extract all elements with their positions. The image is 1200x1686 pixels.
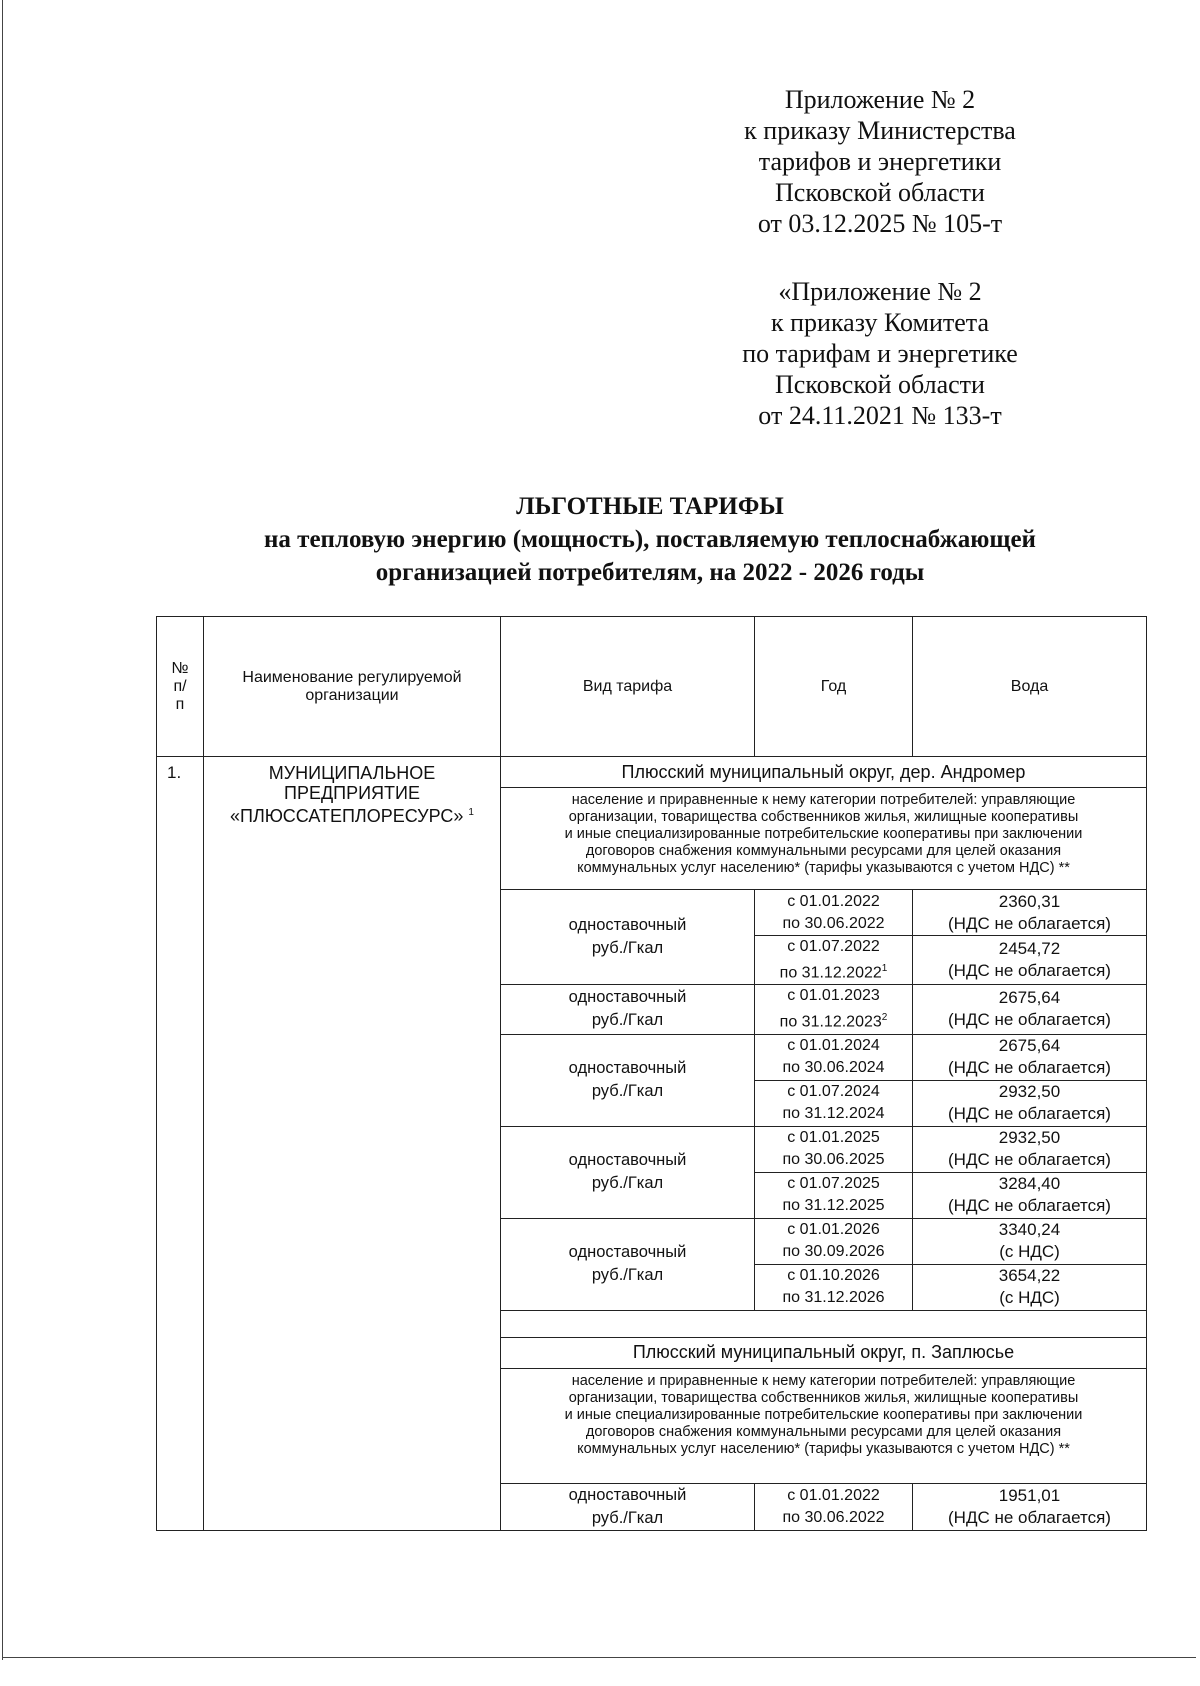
period-to-text: по 31.12.2022 [779, 964, 882, 982]
tariff-type-line: одноставочный [568, 1151, 687, 1170]
tariff-type-line: одноставочный [568, 916, 687, 935]
category-line: организации, товарищества собственников жилья, жилищные кооперативы [568, 809, 1079, 825]
tariff-type [501, 1218, 755, 1310]
value-number: 3284,40 [998, 1174, 1061, 1194]
value-vat: (НДС не облагается) [948, 1196, 1111, 1216]
value-vat: (НДС не облагается) [948, 913, 1111, 933]
tariff-type-line: одноставочный [568, 1485, 687, 1504]
tariff-value [913, 890, 1147, 936]
category-line: и иные специализированные потребительские кооперативы при заключении [564, 1406, 1083, 1423]
header-num-line: № [171, 659, 189, 677]
value-number: 2360,31 [998, 891, 1061, 911]
value-vat: (НДС не облагается) [948, 1010, 1111, 1030]
period-from: с 01.07.2024 [787, 1083, 880, 1101]
header-num [157, 617, 204, 757]
footnote-mark: 2 [881, 1012, 888, 1024]
category-line: и иные специализированные потребительские кооперативы при заключении [564, 826, 1083, 842]
tariff-type [501, 1034, 755, 1126]
footnote-mark: 1 [468, 807, 474, 818]
value-vat: (НДС не облагается) [948, 1104, 1111, 1124]
category-line: договоров снабжения коммунальными ресурсами для целей оказания [585, 843, 1062, 859]
tariff-type-line: одноставочный [568, 988, 687, 1007]
tariff-value [913, 1483, 1147, 1530]
value-vat: (НДС не облагается) [948, 1058, 1111, 1078]
org-line-text: «ПЛЮССАТЕПЛОРЕСУРС» [230, 806, 464, 826]
period-to [755, 1007, 912, 1033]
tariff-value [913, 985, 1147, 1034]
category-line: население и приравненные к нему категории потребителей: управляющие [571, 792, 1076, 808]
tariff-unit: руб./Гкал [591, 1266, 664, 1285]
period-to [755, 958, 912, 984]
value-vat: (с НДС) [999, 1242, 1060, 1262]
period [755, 890, 913, 936]
tariff-unit: руб./Гкал [591, 1174, 664, 1193]
header-tariff-type: Вид тарифа [501, 617, 755, 757]
period-from: с 01.01.2025 [787, 1129, 880, 1147]
tariff-type [501, 1126, 755, 1218]
tariff-type [501, 1483, 755, 1530]
appendix-line: к приказу Комитета [770, 308, 989, 337]
document-title [150, 490, 1150, 589]
period [755, 1264, 913, 1310]
value-number: 2675,64 [998, 1036, 1061, 1056]
tariff-value [913, 936, 1147, 985]
tariff-value [913, 1264, 1147, 1310]
period [755, 1080, 913, 1126]
period-to-text: по 31.12.2023 [779, 1013, 882, 1031]
page-edge-left [2, 0, 3, 1660]
value-vat: (НДС не облагается) [948, 1150, 1111, 1170]
period-to: по 30.06.2025 [782, 1151, 885, 1169]
value-number: 1951,01 [998, 1485, 1061, 1505]
org-line: МУНИЦИПАЛЬНОЕ [268, 763, 436, 783]
header-organization [204, 617, 501, 757]
footnote-mark: 1 [881, 963, 888, 974]
category-line: договоров снабжения коммунальными ресурсами для целей оказания [585, 1423, 1062, 1440]
category-line: организации, товарищества собственников жилья, жилищные кооперативы [568, 1389, 1079, 1406]
tariff-value [913, 1034, 1147, 1080]
consumer-category [501, 788, 1147, 890]
header-water: Вода [913, 617, 1147, 757]
period [755, 1172, 913, 1218]
header-org-line: организации [305, 686, 399, 704]
appendix-original [700, 276, 1060, 431]
organization-name [204, 757, 501, 1531]
row-number: 1. [157, 757, 204, 1531]
period [755, 985, 913, 1034]
tariff-type [501, 890, 755, 985]
header-year: Год [755, 617, 913, 757]
period [755, 1034, 913, 1080]
appendix-line: Псковской области [775, 178, 985, 207]
title-line: ЛЬГОТНЫЕ ТАРИФЫ [516, 493, 784, 520]
period-from: с 01.07.2022 [787, 938, 880, 955]
period-from: с 01.01.2022 [787, 892, 880, 910]
period [755, 1126, 913, 1172]
org-line: ПРЕДПРИЯТИЕ [284, 783, 420, 803]
value-number: 2932,50 [998, 1082, 1061, 1102]
tariffs-table [156, 616, 1147, 1531]
period-to: по 31.12.2026 [782, 1289, 885, 1307]
table-row [157, 757, 1147, 788]
appendix-line: к приказу Министерства [744, 116, 1016, 145]
header-org-line: Наименование регулируемой [242, 668, 462, 686]
header-num-line: п [175, 695, 185, 713]
period-to: по 31.12.2025 [782, 1197, 885, 1215]
value-number: 3654,22 [998, 1266, 1061, 1286]
period-from: с 01.10.2026 [787, 1267, 880, 1285]
value-number: 2675,64 [998, 988, 1061, 1008]
title-line: организацией потребителям, на 2022 - 2026 годы [375, 559, 925, 586]
period [755, 1218, 913, 1264]
period [755, 1483, 913, 1530]
tariff-unit: руб./Гкал [591, 1011, 664, 1030]
period-to: по 30.06.2024 [782, 1059, 885, 1077]
appendix-line: от 03.12.2025 № 105-т [757, 209, 1003, 238]
page-edge-bottom [2, 1657, 1196, 1658]
tariff-type-line: одноставочный [568, 1059, 687, 1078]
tariff-value [913, 1218, 1147, 1264]
appendix-line: тарифов и энергетики [758, 147, 1002, 176]
period-to: по 30.06.2022 [782, 1508, 885, 1526]
spacer-cell [501, 1310, 1147, 1337]
location-zaplyusye: Плюсский муниципальный округ, п. Заплюсье [501, 1337, 1147, 1368]
category-line: коммунальных услуг населению* (тарифы указываются с учетом НДС) ** [577, 860, 1070, 876]
period-to: по 30.06.2022 [782, 914, 885, 932]
period-to: по 31.12.2024 [782, 1105, 885, 1123]
period-from: с 01.07.2025 [787, 1175, 880, 1193]
tariff-value [913, 1172, 1147, 1218]
header-num-line: п/ [173, 677, 187, 695]
consumer-category [501, 1368, 1147, 1483]
value-vat: (с НДС) [999, 1288, 1060, 1308]
category-line: население и приравненные к нему категории потребителей: управляющие [571, 1372, 1076, 1389]
tariff-type [501, 985, 755, 1034]
tariff-value [913, 1126, 1147, 1172]
period-to: по 30.09.2026 [782, 1243, 885, 1261]
category-line: коммунальных услуг населению* (тарифы указываются с учетом НДС) ** [577, 1440, 1070, 1457]
location-andromer: Плюсский муниципальный округ, дер. Андромер [501, 757, 1147, 788]
value-vat: (НДС не облагается) [948, 1507, 1111, 1527]
appendix-line: Псковской области [775, 370, 985, 399]
appendix-line: Приложение № 2 [784, 85, 976, 114]
tariff-type-line: одноставочный [568, 1243, 687, 1262]
value-number: 2454,72 [998, 939, 1061, 959]
tariff-unit: руб./Гкал [591, 1082, 664, 1101]
period-from: с 01.01.2022 [787, 1486, 880, 1504]
appendix-line: по тарифам и энергетике [742, 339, 1018, 368]
appendix-line: «Приложение № 2 [778, 277, 982, 306]
value-number: 3340,24 [998, 1220, 1061, 1240]
appendix-current [700, 84, 1060, 239]
period-from: с 01.01.2024 [787, 1037, 880, 1055]
tariff-unit: руб./Гкал [591, 1508, 664, 1527]
period-from: с 01.01.2023 [787, 987, 880, 1005]
value-vat: (НДС не облагается) [948, 961, 1111, 981]
value-number: 2932,50 [998, 1128, 1061, 1148]
org-line [204, 803, 500, 826]
tariff-value [913, 1080, 1147, 1126]
appendix-line: от 24.11.2021 № 133-т [758, 401, 1002, 430]
title-line: на тепловую энергию (мощность), поставляемую теплоснабжающей [264, 526, 1036, 553]
period [755, 936, 913, 985]
table-header-row [157, 617, 1147, 757]
period-from: с 01.01.2026 [787, 1221, 880, 1239]
tariff-unit: руб./Гкал [591, 939, 664, 958]
